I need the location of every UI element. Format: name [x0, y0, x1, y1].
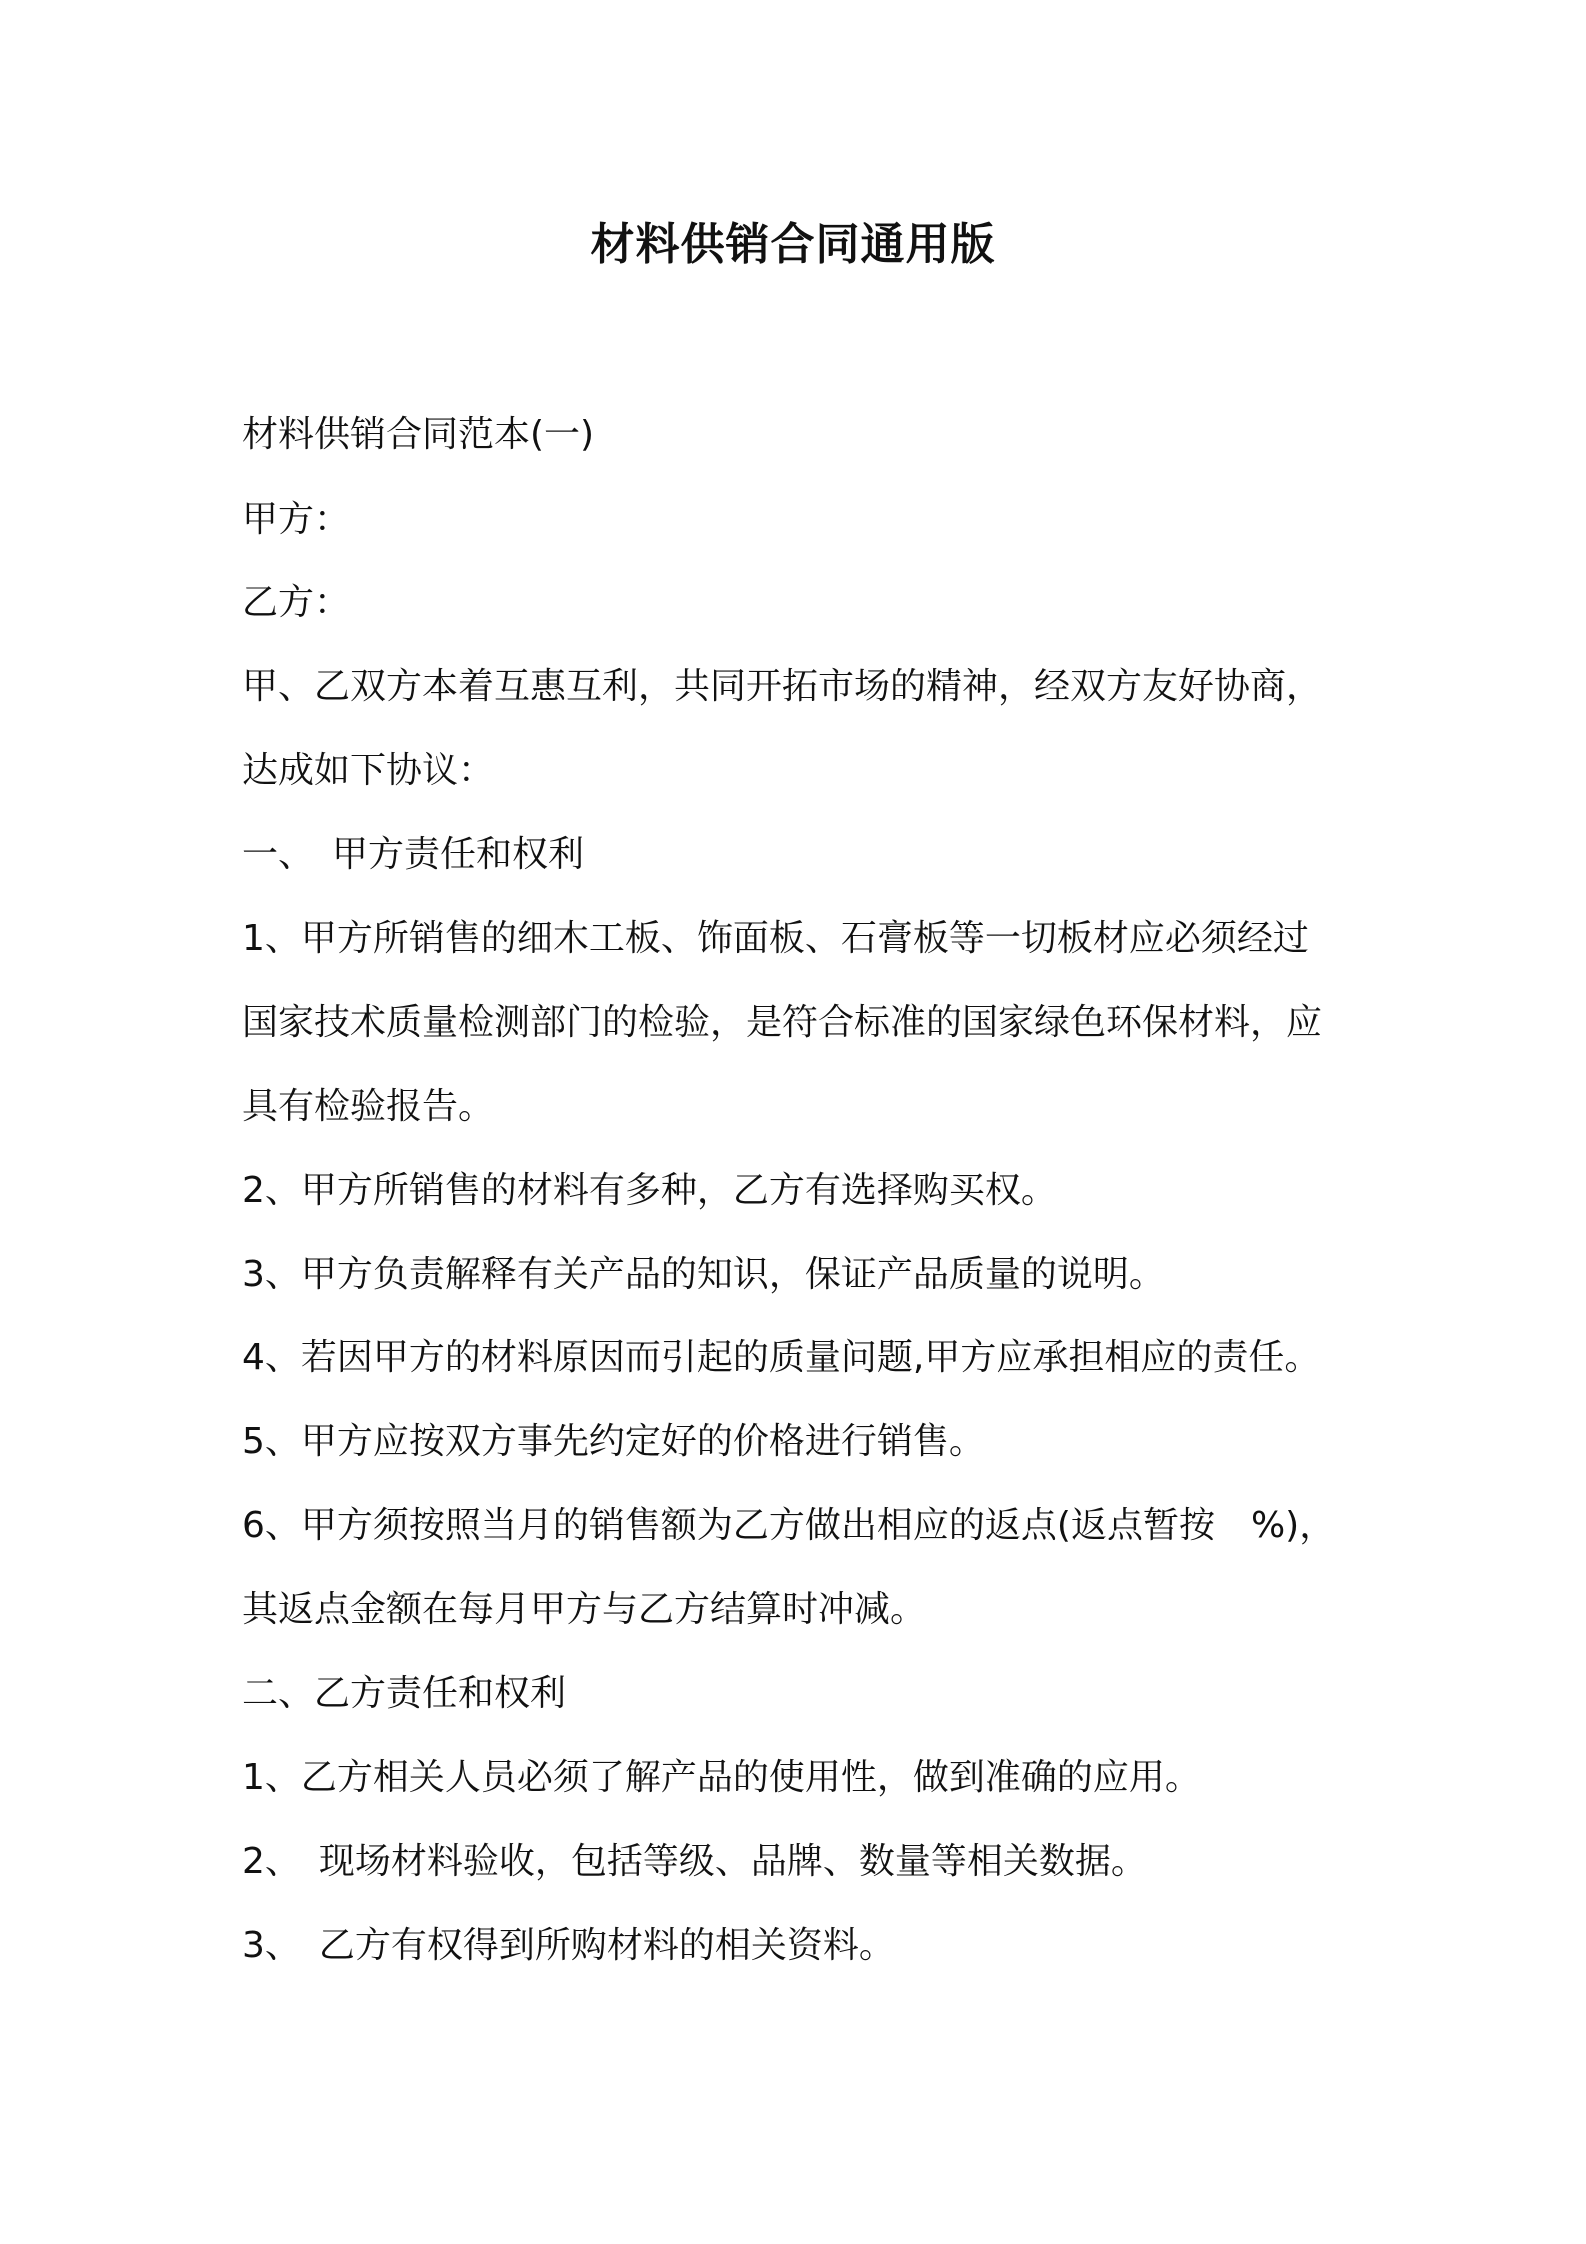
party-b-line: 乙方： — [242, 582, 351, 623]
clause-line: 4、若因甲方的材料原因而引起的质量问题,甲方应承担相应的责任。 — [242, 1337, 1321, 1378]
preamble-line: 甲、乙双方本着互惠互利，共同开拓市场的精神，经双方友好协商， — [242, 666, 1323, 707]
subtitle-line: 材料供销合同范本(一) — [242, 414, 595, 455]
clause-line: 2、 现场材料验收，包括等级、品牌、数量等相关数据。 — [242, 1841, 1147, 1882]
clause-line: 2、甲方所销售的材料有多种，乙方有选择购买权。 — [242, 1170, 1057, 1211]
section-heading: 一、 甲方责任和权利 — [242, 834, 585, 875]
clause-line: 具有检验报告。 — [242, 1086, 495, 1127]
clause-line: 国家技术质量检测部门的检验，是符合标准的国家绿色环保材料，应 — [242, 1002, 1323, 1043]
clause-line: 3、 乙方有权得到所购材料的相关资料。 — [242, 1925, 895, 1966]
clause-line: 3、甲方负责解释有关产品的知识，保证产品质量的说明。 — [242, 1254, 1165, 1295]
clause-line: 1、甲方所销售的细木工板、饰面板、石膏板等一切板材应必须经过 — [242, 918, 1309, 959]
clause-line: 1、乙方相关人员必须了解产品的使用性，做到准确的应用。 — [242, 1757, 1201, 1798]
party-a-line: 甲方： — [242, 499, 351, 540]
clause-line: 其返点金额在每月甲方与乙方结算时冲减。 — [242, 1589, 927, 1630]
clause-line: 6、甲方须按照当月的销售额为乙方做出相应的返点(返点暂按 %)， — [242, 1505, 1336, 1546]
section-heading: 二、乙方责任和权利 — [242, 1673, 567, 1714]
document-title: 材料供销合同通用版 — [590, 219, 996, 270]
preamble-line: 达成如下协议： — [242, 750, 495, 791]
clause-line: 5、甲方应按双方事先约定好的价格进行销售。 — [242, 1421, 985, 1462]
